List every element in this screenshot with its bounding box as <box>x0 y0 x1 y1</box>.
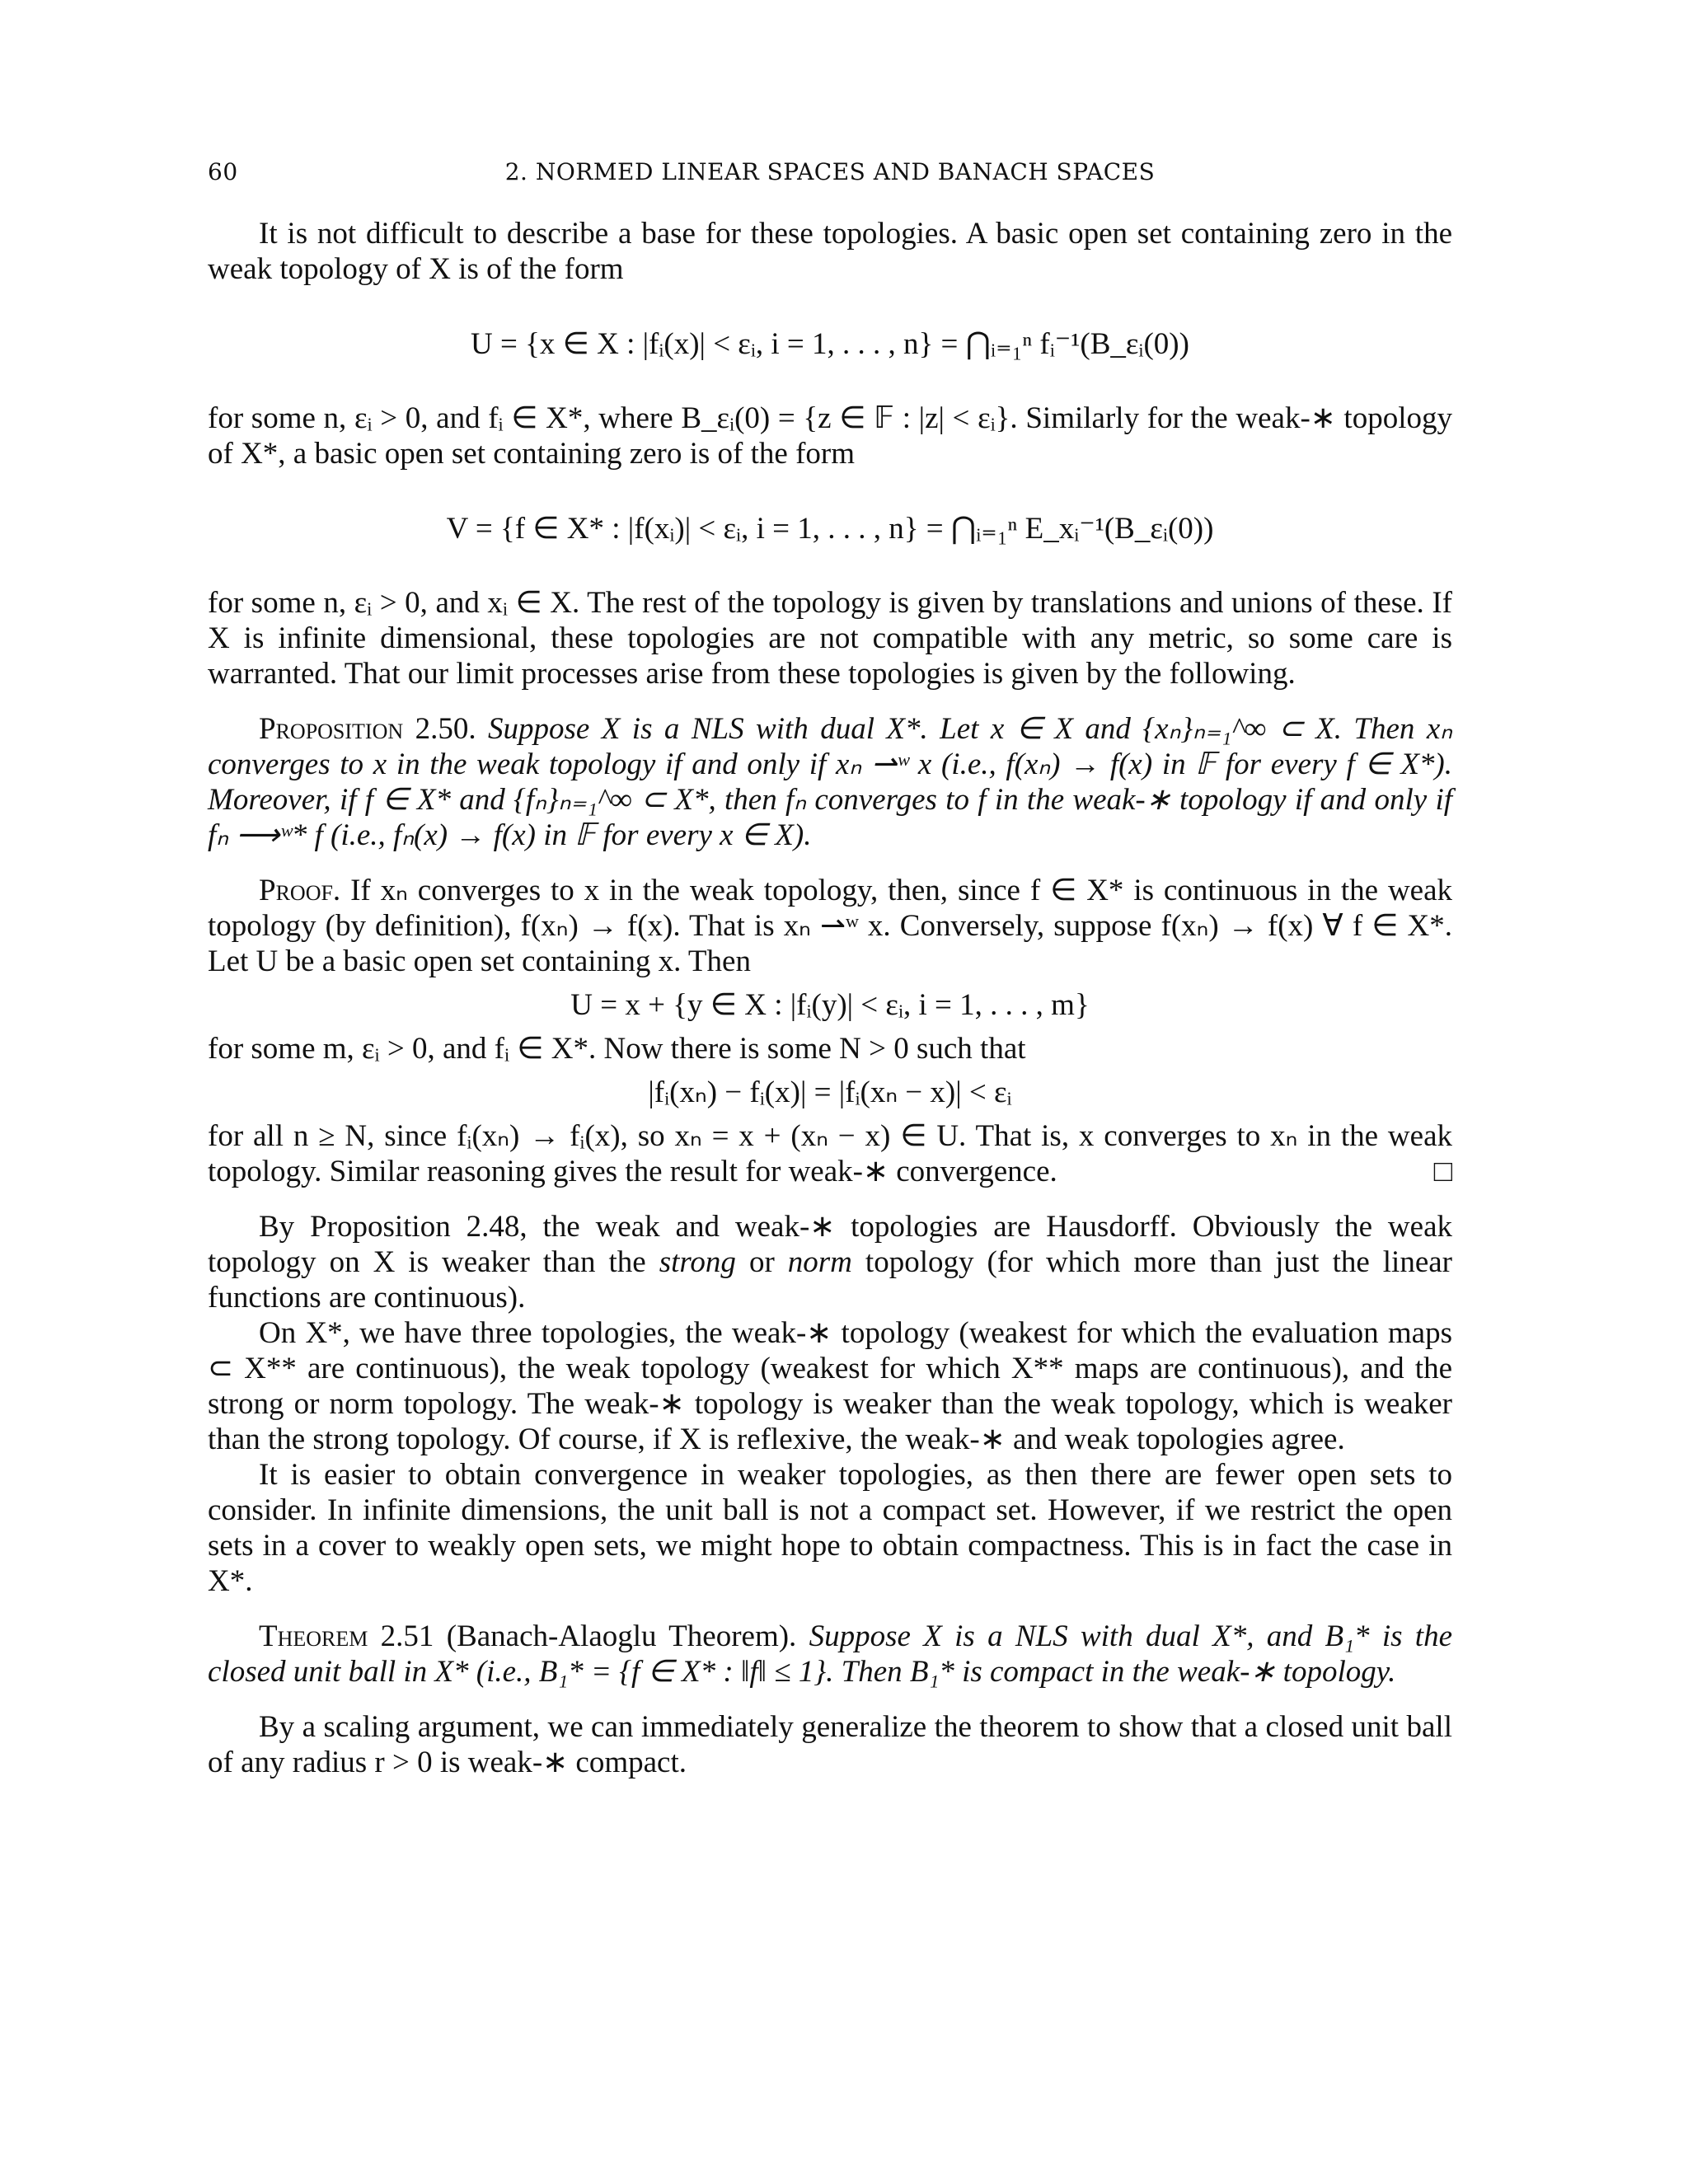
paragraph-weak-star-basis: for some n, εᵢ > 0, and fᵢ ∈ X*, where B_εᵢ(0) = {z ∈ 𝔽 : |z| < εᵢ}. Similarly for the weak-∗ topology of X*, a basic open set containing zero is of the form <box>208 401 1452 471</box>
hausdorff-norm: norm <box>787 1245 852 1279</box>
hausdorff-text-e: topology (for which more than just the linear functions are continuous). <box>208 1245 1453 1315</box>
theorem-label: Theorem 2.51 <box>259 1619 434 1653</box>
equation-weak-basis: U = {x ∈ X : |fᵢ(x)| < εᵢ, i = 1, . . . , n} = ⋂ᵢ₌₁ⁿ fᵢ⁻¹(B_εᵢ(0)) <box>471 326 1189 361</box>
theorem-name: (Banach-Alaoglu Theorem). <box>446 1619 797 1653</box>
hausdorff-text-a: By Proposition 2.48, the weak and weak-∗ topologies are Hausdorff. Obviously the weak topology on X is weaker than the <box>208 1210 1452 1279</box>
theorem-text: Suppose X is a NLS with dual X*, and B₁* is the closed unit ball in X* (i.e., B₁* = {f ∈ X* : ‖f‖ ≤ 1}. Then B₁* is compact in the weak-∗ topology. <box>208 1619 1453 1689</box>
paragraph-proof-end <box>208 1118 1452 1189</box>
equation-estimate: |fᵢ(xₙ) − fᵢ(x)| = |fᵢ(xₙ − x)| < εᵢ <box>648 1076 1012 1109</box>
paragraph-intro: It is not difficult to describe a base for these topologies. A basic open set containing zero in the weak topology of X is of the form <box>208 217 1452 286</box>
paragraph-three-topologies: On X*, we have three topologies, the weak-∗ topology (weakest for which the evaluation maps ⊂ X** are continuous), the weak topology (weakest for which X** maps are continuous), and the strong or norm topology. The weak-∗ topology is weaker than the weak topology, which is weaker than the strong topology. Of course, if X is reflexive, the weak-∗ and weak topologies agree. <box>208 1316 1452 1456</box>
paragraph-hausdorff <box>208 1209 1452 1315</box>
paragraph-scaling: By a scaling argument, we can immediately generalize the theorem to show that a closed unit ball of any radius r > 0 is weak-∗ compact. <box>208 1710 1452 1779</box>
paragraph-exists-n: for some m, εᵢ > 0, and fᵢ ∈ X*. Now there is some N > 0 such that <box>208 1032 1026 1066</box>
equation-basic-open-set: U = x + {y ∈ X : |fᵢ(y)| < εᵢ, i = 1, . . . , m} <box>570 988 1090 1022</box>
equation-weak-star-basis: V = {f ∈ X* : |f(xᵢ)| < εᵢ, i = 1, . . . , n} = ⋂ᵢ₌₁ⁿ E_xᵢ⁻¹(B_εᵢ(0)) <box>446 511 1214 546</box>
proof-text: If xₙ converges to x in the weak topology, then, since f ∈ X* is continuous in the weak topology (by definition), f(xₙ) → f(x). That is xₙ ⇀ʷ x. Conversely, suppose f(xₙ) → f(x) ∀ f ∈ X*. Let U be a basic open set containing x. Then <box>208 874 1453 978</box>
proof-conclusion: for all n ≥ N, since fᵢ(xₙ) → fᵢ(x), so xₙ = x + (xₙ − x) ∈ U. That is, x converges to xₙ in the weak topology. Similar reasoning gives the result for weak-∗ convergence. <box>208 1119 1452 1188</box>
proposition-text: Suppose X is a NLS with dual X*. Let x ∈ X and {xₙ}ₙ₌₁^∞ ⊂ X. Then xₙ converges to x in the weak topology if and only if xₙ ⇀ʷ x (i.e., f(xₙ) → f(x) in 𝔽 for every f ∈ X*). Moreover, if f ∈ X* and {fₙ}ₙ₌₁^∞ ⊂ X*, then fₙ converges to f in the weak-∗ topology if and only if fₙ ⟶ʷ* f (i.e., fₙ(x) → f(x) in 𝔽 for every x ∈ X). <box>208 712 1452 852</box>
paragraph-topology-remarks: for some n, εᵢ > 0, and xᵢ ∈ X. The rest of the topology is given by translations and unions of these. If X is infinite dimensional, these topologies are not compatible with any metric, so some care is warranted. That our limit processes arise from these topologies is given by the following. <box>208 586 1452 691</box>
proof-label: Proof. <box>259 874 341 907</box>
proof-block <box>208 873 1452 979</box>
hausdorff-strong: strong <box>659 1245 736 1279</box>
page-number: 60 <box>208 158 238 185</box>
page-body <box>208 216 1452 1780</box>
qed-symbol: □ <box>1433 1155 1452 1188</box>
paragraph-compactness: It is easier to obtain convergence in weaker topologies, as then there are fewer open sets to consider. In infinite dimensions, the unit ball is not a compact set. However, if we restrict the open sets in a cover to weakly open sets, we might hope to obtain compactness. This is in fact the case in X*. <box>208 1458 1452 1598</box>
running-title: 2. NORMED LINEAR SPACES AND BANACH SPACES <box>504 158 1156 185</box>
theorem-2-51 <box>208 1619 1452 1690</box>
hausdorff-text-c: or <box>735 1245 788 1279</box>
proposition-2-50 <box>208 711 1452 853</box>
proposition-label: Proposition 2.50. <box>259 712 476 746</box>
